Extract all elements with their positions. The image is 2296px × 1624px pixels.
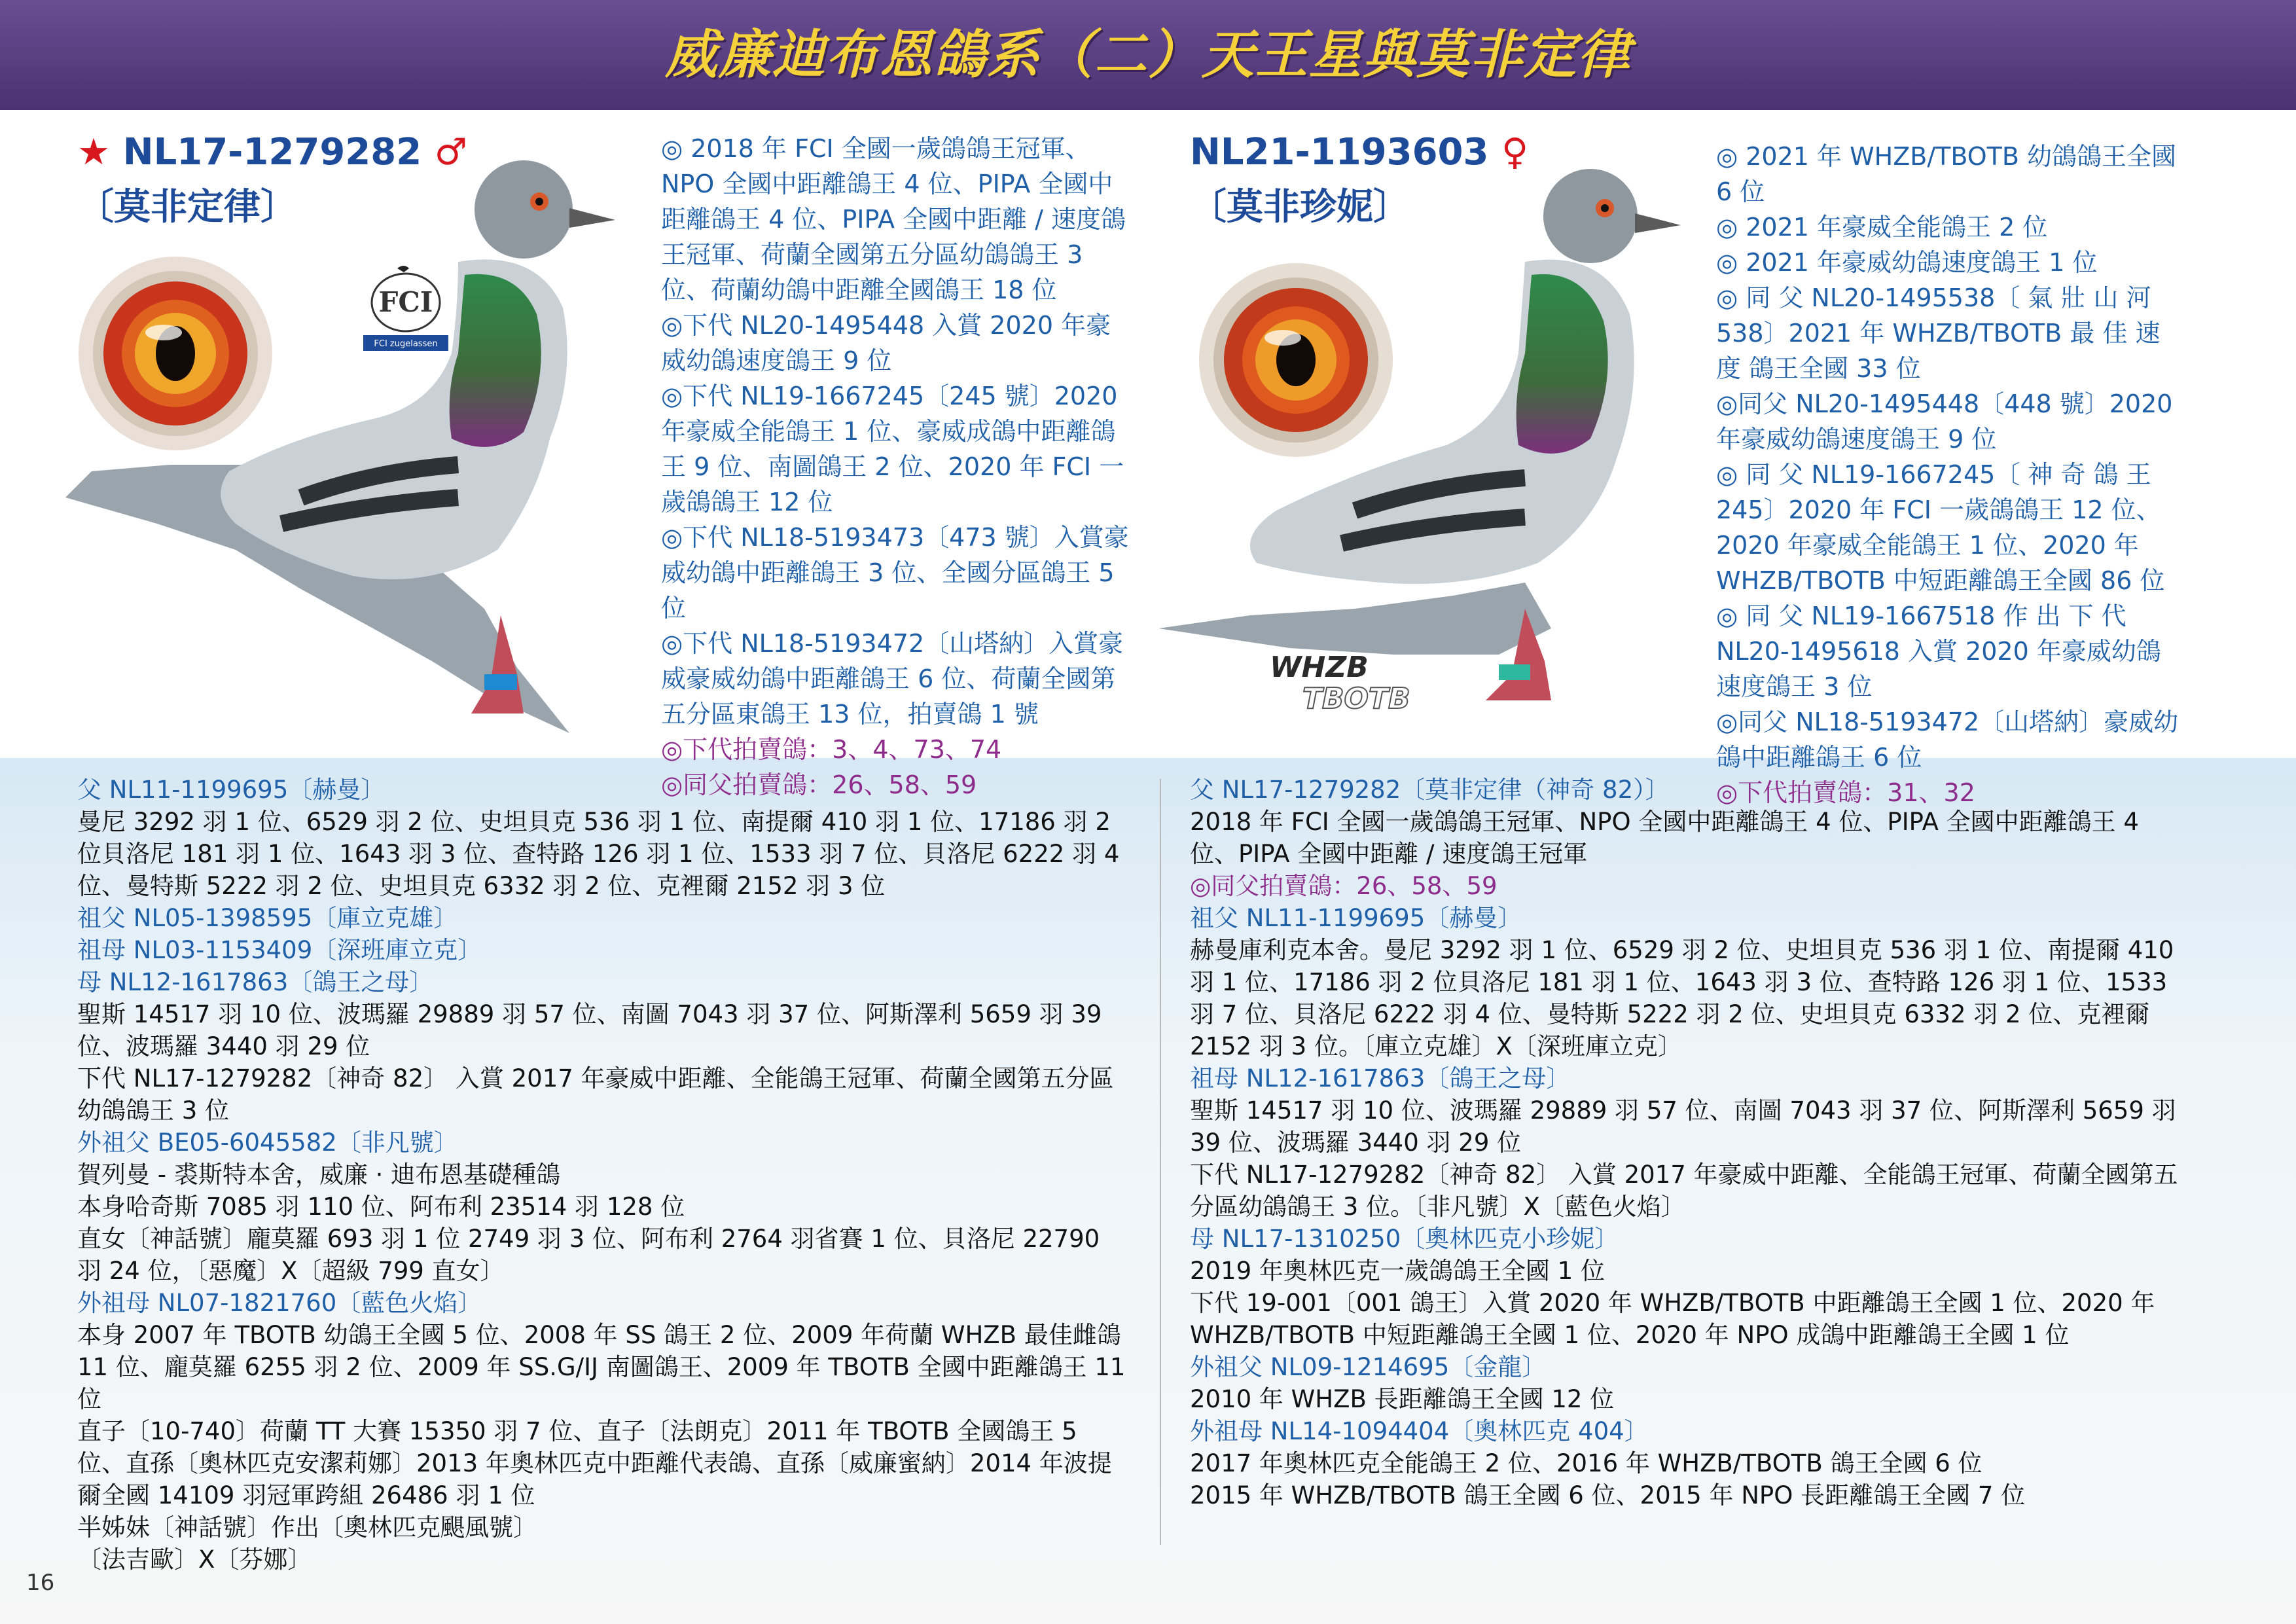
achievement-item: ◎ 2021 年豪威幼鴿速度鴿王 1 位 (1716, 248, 2098, 277)
right-achievements (1716, 139, 2181, 810)
whzb-tbotb-logo (1263, 648, 1414, 720)
pedigree-heading: 祖母 NL03-1153409〔深班庫立克〕 (77, 936, 482, 964)
pedigree-heading: 母 NL12-1617863〔鴿王之母〕 (77, 968, 434, 996)
right-pedigree (1190, 774, 2178, 1511)
achievement-item: ◎下代 NL18-5193473〔473 號〕入賞豪威幼鴿中距離鴿王 3 位、全國分區鴿王 5 位 (661, 523, 1129, 623)
female-icon: ♀ (1501, 131, 1528, 173)
achievement-item: ◎下代 NL19-1667245〔245 號〕2020 年豪威全能鴿王 1 位、豪威成鴿中距離鴿王 9 位、南圖鴿王 2 位、2020 年 FCI 一歲鴿鴿王 12 位 (661, 382, 1124, 516)
achievement-item: ◎下代 NL20-1495448 入賞 2020 年豪威幼鴿速度鴿王 9 位 (661, 311, 1111, 375)
achievement-item: ◎ 2018 年 FCI 全國一歲鴿鴿王冠軍、NPO 全國中距離鴿王 4 位、PIPA 全國中距離鴿王 4 位、PIPA 全國中距離 / 速度鴿王冠軍、荷蘭全國第五分區幼鴿鴿王 3 位、荷蘭幼鴿中距離全國鴿王 18 位 (661, 134, 1126, 304)
achievement-item: ◎ 同 父 NL19-1667245〔 神 奇 鴿 王 245〕2020 年 FCI 一歲鴿鴿王 12 位、2020 年豪威全能鴿王 1 位、2020 年 WHZB/TBOTB 中短距離鴿王全國 86 位 (1716, 460, 2165, 595)
left-pedigree (77, 774, 1131, 1576)
left-achievements (661, 131, 1132, 803)
pedigree-text: 2015 年 WHZB/TBOTB 鴿王全國 6 位、2015 年 NPO 長距離鴿王全國 7 位 (1190, 1481, 2026, 1509)
pedigree-heading: 外祖父 BE05-6045582〔非凡號〕 (77, 1128, 458, 1157)
pedigree-heading: 祖母 NL12-1617863〔鴿王之母〕 (1190, 1064, 1571, 1092)
svg-text:FCI: FCI (378, 286, 433, 318)
achievement-item: ◎下代 NL18-5193472〔山塔納〕入賞豪威豪威幼鴿中距離鴿王 6 位、荷蘭全國第五分區東鴿王 13 位，拍賣鴿 1 號 (661, 629, 1124, 729)
left-bird-id: NL17-1279282 (122, 131, 422, 173)
pedigree-text: 半姊妹〔神話號〕作出〔奧林匹克颶風號〕 (77, 1513, 537, 1542)
right-bird-name: 〔莫非珍妮〕 (1190, 186, 1410, 228)
pedigree-text: 聖斯 14517 羽 10 位、波瑪羅 29889 羽 57 位、南圖 7043 羽 37 位、阿斯澤利 5659 羽 39 位、波瑪羅 3440 羽 29 位 (1190, 1096, 2176, 1157)
pedigree-heading: 外祖父 NL09-1214695〔金龍〕 (1190, 1353, 1547, 1381)
achievement-item: ◎ 2021 年 WHZB/TBOTB 幼鴿鴿王全國 6 位 (1716, 142, 2177, 206)
pedigree-heading: 外祖母 NL07-1821760〔藍色火焰〕 (77, 1289, 482, 1317)
pedigree-heading: 祖父 NL05-1398595〔庫立克雄〕 (77, 904, 458, 932)
pedigree-text: 賀列曼 - 裘斯特本舍，威廉 · 迪布恩基礎種鴿 (77, 1161, 561, 1189)
pedigree-text: 2018 年 FCI 全國一歲鴿鴿王冠軍、NPO 全國中距離鴿王 4 位、PIPA 全國中距離鴿王 4 位、PIPA 全國中距離 / 速度鴿王冠軍 (1190, 808, 2139, 868)
pedigree-text: 下代 NL17-1279282〔神奇 82〕 入賞 2017 年豪威中距離、全能鴿王冠軍、荷蘭全國第五分區幼鴿鴿王 3 位。〔非凡號〕X〔藍色火焰〕 (1190, 1161, 2178, 1221)
pedigree-text: 聖斯 14517 羽 10 位、波瑪羅 29889 羽 57 位、南圖 7043 羽 37 位、阿斯澤利 5659 羽 39 位、波瑪羅 3440 羽 29 位 (77, 1000, 1102, 1060)
whzb-logo-text: WHZB (1270, 651, 1369, 684)
right-bird-id: NL21-1193603 (1190, 131, 1489, 173)
fci-badge-text: FCI zugelassen (374, 339, 438, 349)
pedigree-text: 曼尼 3292 羽 1 位、6529 羽 2 位、史坦貝克 536 羽 1 位、南提爾 410 羽 1 位、17186 羽 2 位貝洛尼 181 羽 1 位、1643 羽 3 位、查特路 126 羽 1 位、1533 羽 7 位、貝洛尼 6222 羽 4 位、曼特斯 5222 羽 2 位、史坦貝克 6332 羽 2 位、克裡爾 2152 羽 3 位 (77, 808, 1120, 900)
pedigree-text: 下代 NL17-1279282〔神奇 82〕 入賞 2017 年豪威中距離、全能鴿王冠軍、荷蘭全國第五分區幼鴿鴿王 3 位 (77, 1064, 1114, 1125)
pedigree-text: 直女〔神話號〕龐莫羅 693 羽 1 位 2749 羽 3 位、阿布利 2764 羽省賽 1 位、貝洛尼 22790 羽 24 位，〔惡魔〕X〔超級 799 直女〕 (77, 1225, 1100, 1285)
achievement-item: ◎ 同 父 NL20-1495538〔 氣 壯 山 河 538〕2021 年 WHZB/TBOTB 最 佳 速 度 鴿王全國 33 位 (1716, 283, 2161, 383)
pedigree-text: 本身哈奇斯 7085 羽 110 位、阿布利 23514 羽 128 位 (77, 1193, 685, 1221)
star-icon: ★ (77, 131, 111, 173)
pedigree-text: 本身 2007 年 TBOTB 幼鴿王全國 5 位、2008 年 SS 鴿王 2 位、2009 年荷蘭 WHZB 最佳雌鴿 11 位、龐莫羅 6255 羽 2 位、2009 年 SS.G/IJ 南圖鴿王、2009 年 TBOTB 全國中距離鴿王 11 位 (77, 1321, 1126, 1413)
pedigree-text: 直子〔10-740〕荷蘭 TT 大賽 15350 羽 7 位、直子〔法朗克〕2011 年 TBOTB 全國鴿王 5 位、直孫〔奧林匹克安潔莉娜〕2013 年奧林匹克中距離代表鴿、直孫〔威廉蜜納〕2014 年波提爾全國 14109 羽冠軍跨組 26486 羽 1 位 (77, 1417, 1112, 1509)
pedigree-heading: ◎同父拍賣鴿：26、58、59 (1190, 872, 1498, 900)
page-title: 威廉迪布恩鴿系（二）天王星與莫非定律 (665, 24, 1631, 85)
male-icon: ♂ (434, 131, 467, 173)
left-pigeon-photo (65, 157, 655, 746)
tbotb-logo-text: TBOTB (1302, 682, 1410, 715)
pedigree-text: 2010 年 WHZB 長距離鴿王全國 12 位 (1190, 1385, 1615, 1413)
pedigree-text: 下代 19-001〔001 鴿王〕入賞 2020 年 WHZB/TBOTB 中距離鴿王全國 1 位、2020 年 WHZB/TBOTB 中短距離鴿王全國 1 位、2020 年 NPO 成鴿中距離鴿王全國 1 位 (1190, 1289, 2155, 1349)
page-number: 16 (26, 1570, 55, 1596)
pedigree-text: 2019 年奧林匹克一歲鴿鴿王全國 1 位 (1190, 1257, 1605, 1285)
pedigree-heading: 母 NL17-1310250〔奧林匹克小珍妮〕 (1190, 1225, 1619, 1253)
achievement-item: ◎同父拍賣鴿：26、58、59 (661, 770, 977, 799)
pedigree-text: 赫曼庫利克本舍。曼尼 3292 羽 1 位、6529 羽 2 位、史坦貝克 536 羽 1 位、南提爾 410 羽 1 位、17186 羽 2 位貝洛尼 181 羽 1 位、1643 羽 3 位、查特路 126 羽 1 位、1533 羽 7 位、貝洛尼 6222 羽 4 位、曼特斯 5222 羽 2 位、史坦貝克 6332 羽 2 位、克裡爾 2152 羽 3 位。〔庫立克雄〕X〔深班庫立克〕 (1190, 936, 2174, 1060)
left-bird-name: 〔莫非定律〕 (77, 186, 297, 228)
achievement-item: ◎ 同 父 NL19-1667518 作 出 下 代 NL20-1495618 入賞 2020 年豪威幼鴿速度鴿王 3 位 (1716, 602, 2161, 701)
pedigree-heading: 父 NL11-1199695〔赫曼〕 (77, 776, 386, 804)
pedigree-text: 2017 年奧林匹克全能鴿王 2 位、2016 年 WHZB/TBOTB 鴿王全國 6 位 (1190, 1449, 1982, 1477)
achievement-item: ◎同父 NL18-5193472〔山塔納〕豪威幼鴿中距離鴿王 6 位 (1716, 708, 2179, 772)
column-divider (1160, 779, 1161, 1545)
achievement-item: ◎下代拍賣鴿：31、32 (1716, 778, 1975, 807)
achievement-item: ◎下代拍賣鴿：3、4、73、74 (661, 735, 1002, 764)
pedigree-heading: 父 NL17-1279282〔莫非定律（神奇 82）〕 (1190, 776, 1670, 804)
achievement-item: ◎ 2021 年豪威全能鴿王 2 位 (1716, 213, 2048, 242)
right-pigeon-photo (1158, 157, 1715, 733)
pedigree-heading: 祖父 NL11-1199695〔赫曼〕 (1190, 904, 1522, 932)
pedigree-text: 〔法吉歐〕X〔芬娜〕 (77, 1545, 312, 1574)
pedigree-heading: 外祖母 NL14-1094404〔奧林匹克 404〕 (1190, 1417, 1649, 1445)
achievement-item: ◎同父 NL20-1495448〔448 號〕2020 年豪威幼鴿速度鴿王 9 位 (1716, 389, 2173, 454)
header-bar (0, 0, 2296, 110)
